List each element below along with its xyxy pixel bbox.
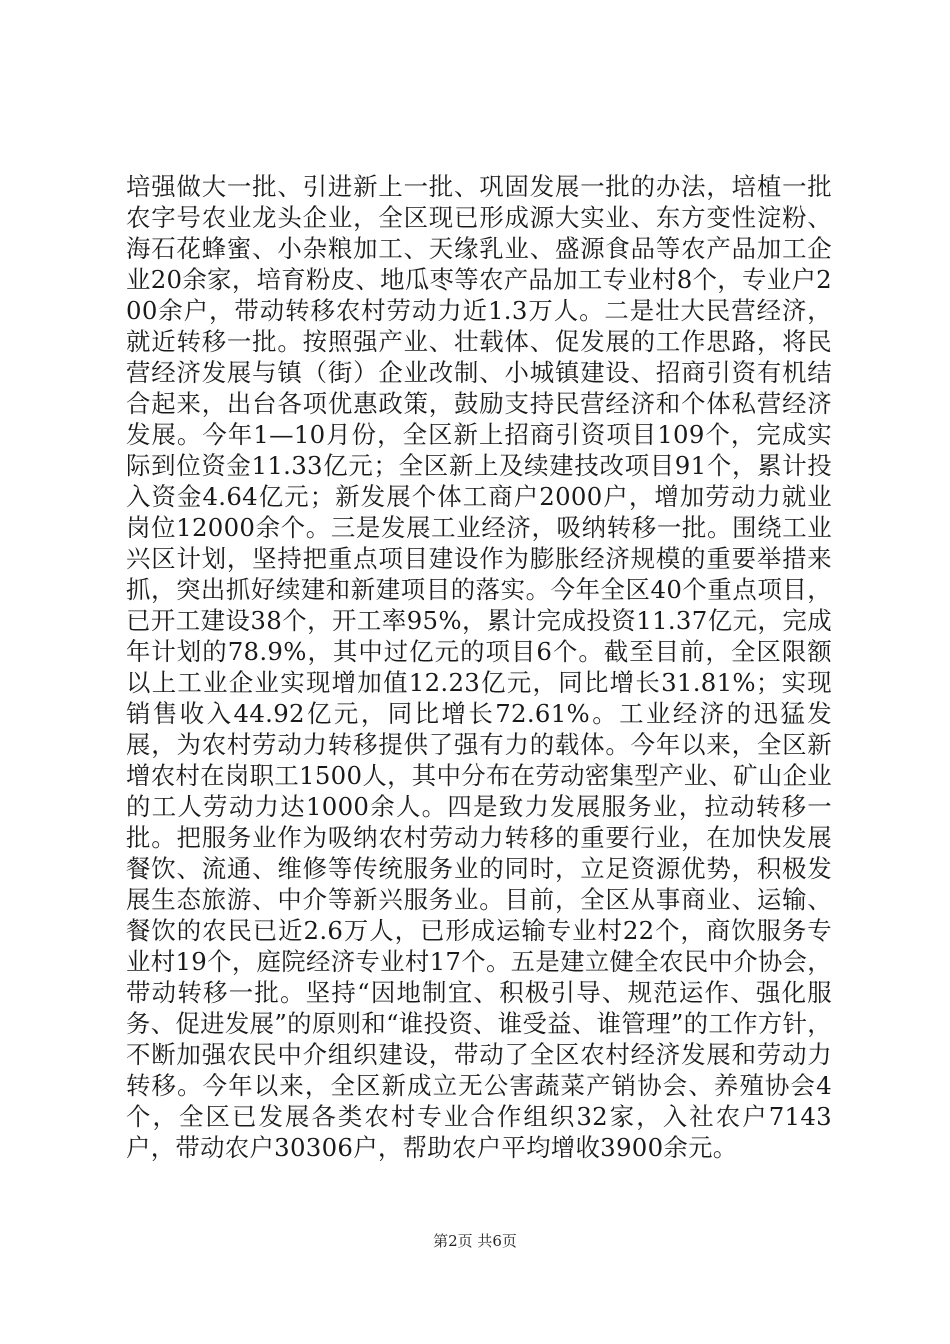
page-number-footer: 第2页 共6页 bbox=[433, 1232, 517, 1250]
body-paragraph: 培强做大一批、引进新上一批、巩固发展一批的办法，培植一批农字号农业龙头企业，全区现已形成源大实业、东方变性淀粉、海石花蜂蜜、小杂粮加工、天缘乳业、盛源食品等农产品加工企业20余家，培育粉皮、地瓜枣等农产品加工专业村8个，专业户200余户，带动转移农村劳动力近1.3万人。二是壮大民营经济，就近转移一批。按照强产业、壮载体、促发展的工作思路，将民营经济发展与镇（街）企业改制、小城镇建设、招商引资有机结合起来，出台各项优惠政策，鼓励支持民营经济和个体私营经济发展。今年1—10月份，全区新上招商引资项目109个，完成实际到位资金11.33亿元；全区新上及续建技改项目91个，累计投入资金4.64亿元；新发展个体工商户2000户，增加劳动力就业岗位12000余个。三是发展工业经济，吸纳转移一批。围绕工业兴区计划，坚持把重点项目建设作为膨胀经济规模的重要举措来抓，突出抓好续建和新建项目的落实。今年全区40个重点项目，已开工建设38个，开工率95%，累计完成投资11.37亿元，完成年计划的78.9%，其中过亿元的项目6个。截至目前，全区限额以上工业企业实现增加值12.23亿元，同比增长31.81%；实现销售收入44.92亿元，同比增长72.61%。工业经济的迅猛发展，为农村劳动力转移提供了强有力的载体。今年以来，全区新增农村在岗职工1500人，其中分布在劳动密集型产业、矿山企业的工人劳动力达1000余人。四是致力发展服务业，拉动转移一批。把服务业作为吸纳农村劳动力转移的重要行业，在加快发展餐饮、流通、维修等传统服务业的同时，立足资源优势，积极发展生态旅游、中介等新兴服务业。目前，全区从事商业、运输、餐饮的农民已近2.6万人，已形成运输专业村22个，商饮服务专业村19个，庭院经济专业村17个。五是建立健全农民中介协会，带动转移一批。坚持“因地制宜、积极引导、规范运作、强化服务、促进发展”的原则和“谁投资、谁受益、谁管理”的工作方针，不断加强农民中介组织建设，带动了全区农村经济发展和劳动力转移。今年以来，全区新成立无公害蔬菜产销协会、养殖协会4个，全区已发展各类农村专业合作组织32家，入社农户7143户，带动农户30306户，帮助农户平均增收3900余元。 bbox=[126, 172, 832, 1162]
